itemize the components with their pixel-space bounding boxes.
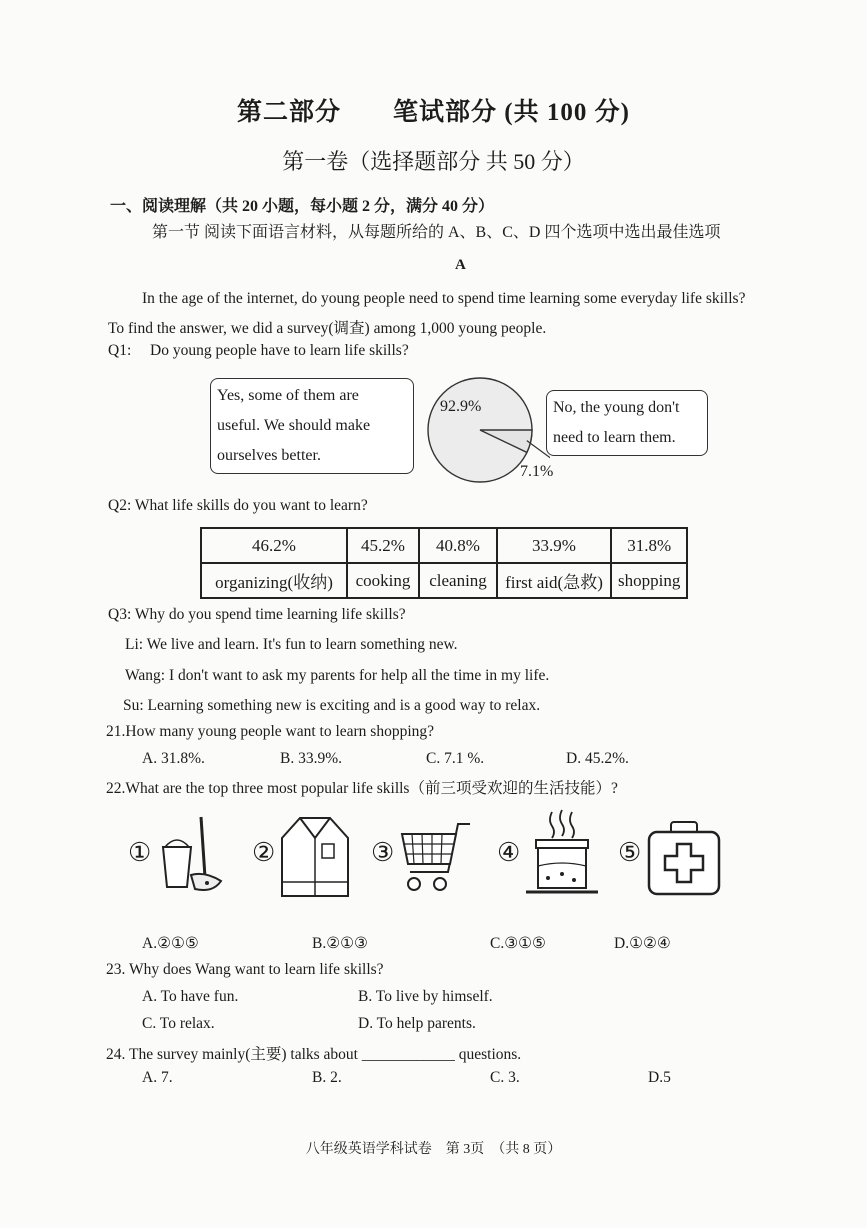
q21-text: 21.How many young people want to learn shopping?: [106, 723, 435, 740]
table-cell: 33.9%: [497, 528, 611, 563]
table-cell: first aid(急救): [497, 563, 611, 598]
folded-shirt-icon: [278, 812, 352, 898]
q22-number-5: ⑤: [618, 838, 642, 867]
q22-option-d: D.①②④: [614, 935, 671, 952]
volume-title: 第一卷（选择题部分 共 50 分）: [282, 149, 585, 174]
q22-number-1: ①: [128, 838, 152, 867]
q22-option-b: B.②①③: [312, 935, 368, 952]
speech-bubble-yes: [210, 378, 414, 474]
q24-option-c: C. 3.: [490, 1069, 520, 1086]
table-cell: 40.8%: [419, 528, 497, 563]
q23-option-c: C. To relax.: [142, 1015, 215, 1032]
q24-option-a: A. 7.: [142, 1069, 173, 1086]
q22-number-2: ②: [252, 838, 276, 867]
table-cell: cleaning: [419, 563, 497, 598]
q1-text: Do young people have to learn life skills?: [150, 342, 409, 359]
part-title: 第二部分 笔试部分 (共 100 分): [237, 99, 630, 126]
bubble-yes-line3: ourselves better.: [217, 447, 321, 464]
skills-table: [200, 527, 688, 599]
q21-option-d: D. 45.2%.: [566, 750, 629, 767]
q22-number-4: ④: [497, 838, 521, 867]
q24-option-b: B. 2.: [312, 1069, 342, 1086]
section-heading: 一、阅读理解（共 20 小题，每小题 2 分，满分 40 分）: [110, 198, 495, 215]
q24-option-d: D.5: [648, 1069, 671, 1086]
q1-label: Q1:: [108, 342, 132, 359]
passage-intro-line2: To find the answer, we did a survey(调查) among 1,000 young people.: [108, 320, 547, 337]
bubble-yes-line1: Yes, some of them are: [217, 387, 359, 404]
q23-text: 23. Why does Wang want to learn life skills?: [106, 961, 384, 978]
shopping-cart-icon: [398, 820, 472, 896]
table-cell: 46.2%: [201, 528, 347, 563]
table-cell: cooking: [347, 563, 419, 598]
q22-text: 22.What are the top three most popular life skills（前三项受欢迎的生活技能）?: [106, 780, 618, 797]
q21-option-c: C. 7.1 %.: [426, 750, 485, 767]
q3-text: Q3: Why do you spend time learning life skills?: [108, 606, 406, 623]
cooking-pot-icon: [522, 808, 602, 900]
speech-bubble-no: [546, 390, 708, 456]
bubble-no-line2: need to learn them.: [553, 429, 676, 446]
mop-bucket-icon: [155, 815, 227, 895]
bubble-no-line1: No, the young don't: [553, 399, 680, 416]
section-instruction: 第一节 阅读下面语言材料，从每题所给的 A、B、C、D 四个选项中选出最佳选项: [152, 224, 721, 241]
q24-text: 24. The survey mainly(主要) talks about ____________ questions.: [106, 1046, 522, 1063]
pie-label-yes: 92.9%: [440, 398, 482, 415]
q2-text: Q2: What life skills do you want to learn?: [108, 497, 368, 514]
q22-number-3: ③: [371, 838, 395, 867]
q23-option-b: B. To live by himself.: [358, 988, 493, 1005]
q21-option-b: B. 33.9%.: [280, 750, 342, 767]
page-footer: 八年级英语学科试卷 第 3页 （共 8 页）: [305, 1142, 562, 1157]
q3-su: Su: Learning something new is exciting and is a good way to relax.: [123, 697, 541, 714]
q22-option-c: C.③①⑤: [490, 935, 546, 952]
table-cell: 31.8%: [611, 528, 687, 563]
bubble-yes-line2: useful. We should make: [217, 417, 371, 434]
q23-option-d: D. To help parents.: [358, 1015, 476, 1032]
passage-intro-line1: In the age of the internet, do young people need to spend time learning some everyday life skills?: [142, 290, 746, 307]
table-cell: shopping: [611, 563, 687, 598]
first-aid-kit-icon: [645, 820, 723, 900]
q3-wang: Wang: I don't want to ask my parents for help all the time in my life.: [125, 667, 550, 684]
q23-option-a: A. To have fun.: [142, 988, 239, 1005]
q3-li: Li: We live and learn. It's fun to learn something new.: [125, 636, 458, 653]
table-cell: 45.2%: [347, 528, 419, 563]
q21-option-a: A. 31.8%.: [142, 750, 205, 767]
passage-label: A: [455, 257, 466, 273]
table-cell: organizing(收纳): [201, 563, 347, 598]
table-row: [201, 563, 687, 598]
table-row: [201, 528, 687, 563]
q22-option-a: A.②①⑤: [142, 935, 199, 952]
pie-label-no: 7.1%: [520, 463, 554, 480]
